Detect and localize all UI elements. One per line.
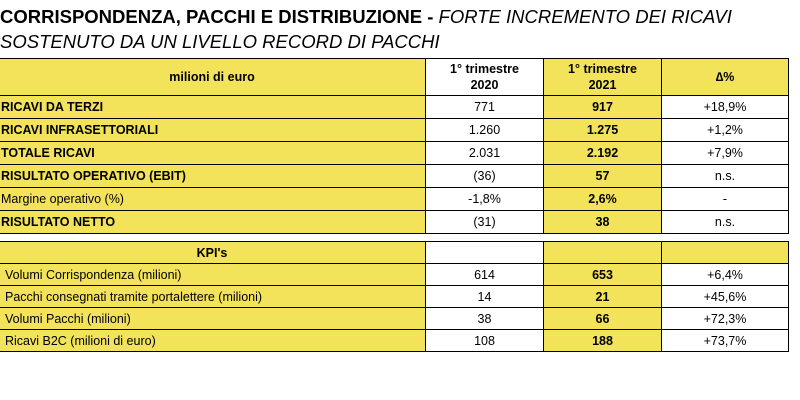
row-delta: - — [662, 188, 789, 211]
financial-table — [0, 58, 789, 352]
header-delta: ∆% — [662, 59, 789, 96]
row-value-2021: 38 — [544, 211, 662, 234]
row-value-2020: -1,8% — [426, 188, 544, 211]
row-value-2021: 917 — [544, 96, 662, 119]
table-row — [0, 142, 789, 165]
header-2021: 1° trimestre 2021 — [544, 59, 662, 96]
table-row — [0, 211, 789, 234]
header-2020: 1° trimestre 2020 — [426, 59, 544, 96]
page-title — [0, 4, 800, 54]
row-label: Margine operativo (%) — [0, 188, 426, 211]
row-value-2021: 1.275 — [544, 119, 662, 142]
kpi-value-2021: 21 — [544, 286, 662, 308]
kpi-value-2021: 653 — [544, 264, 662, 286]
kpi-label: Volumi Corrispondenza (milioni) — [0, 264, 426, 286]
kpi-delta: +73,7% — [662, 330, 789, 352]
table-separator — [0, 234, 789, 242]
title-italic-2: SOSTENUTO DA UN LIVELLO RECORD DI PACCHI — [0, 31, 440, 52]
row-value-2020: 2.031 — [426, 142, 544, 165]
row-value-2020: 1.260 — [426, 119, 544, 142]
kpi-value-2021: 188 — [544, 330, 662, 352]
row-label: RICAVI INFRASETTORIALI — [0, 119, 426, 142]
kpi-value-2020: 38 — [426, 308, 544, 330]
kpi-row — [0, 330, 789, 352]
kpi-delta: +6,4% — [662, 264, 789, 286]
row-value-2021: 2,6% — [544, 188, 662, 211]
row-delta: n.s. — [662, 165, 789, 188]
row-value-2021: 57 — [544, 165, 662, 188]
row-value-2021: 2.192 — [544, 142, 662, 165]
kpi-label: Pacchi consegnati tramite portalettere (milioni) — [0, 286, 426, 308]
table-header-row — [0, 59, 789, 96]
kpi-label: Ricavi B2C (milioni di euro) — [0, 330, 426, 352]
kpi-header-row — [0, 242, 789, 264]
kpi-row — [0, 264, 789, 286]
table-row — [0, 96, 789, 119]
kpi-header: KPI's — [0, 242, 426, 264]
header-label: milioni di euro — [0, 59, 426, 96]
row-value-2020: (36) — [426, 165, 544, 188]
table-row — [0, 165, 789, 188]
row-value-2020: 771 — [426, 96, 544, 119]
kpi-delta: +72,3% — [662, 308, 789, 330]
kpi-row — [0, 308, 789, 330]
kpi-delta: +45,6% — [662, 286, 789, 308]
kpi-value-2020: 614 — [426, 264, 544, 286]
row-delta: +18,9% — [662, 96, 789, 119]
row-delta: +7,9% — [662, 142, 789, 165]
row-label: RICAVI DA TERZI — [0, 96, 426, 119]
kpi-value-2020: 108 — [426, 330, 544, 352]
row-delta: n.s. — [662, 211, 789, 234]
row-label: TOTALE RICAVI — [0, 142, 426, 165]
kpi-value-2021: 66 — [544, 308, 662, 330]
kpi-value-2020: 14 — [426, 286, 544, 308]
row-value-2020: (31) — [426, 211, 544, 234]
row-label: RISULTATO OPERATIVO (EBIT) — [0, 165, 426, 188]
table-row — [0, 119, 789, 142]
table-row — [0, 188, 789, 211]
kpi-row — [0, 286, 789, 308]
title-bold: CORRISPONDENZA, PACCHI E DISTRIBUZIONE - — [0, 6, 439, 27]
row-delta: +1,2% — [662, 119, 789, 142]
kpi-label: Volumi Pacchi (milioni) — [0, 308, 426, 330]
title-italic-1: FORTE INCREMENTO DEI RICAVI — [438, 6, 732, 27]
row-label: RISULTATO NETTO — [0, 211, 426, 234]
